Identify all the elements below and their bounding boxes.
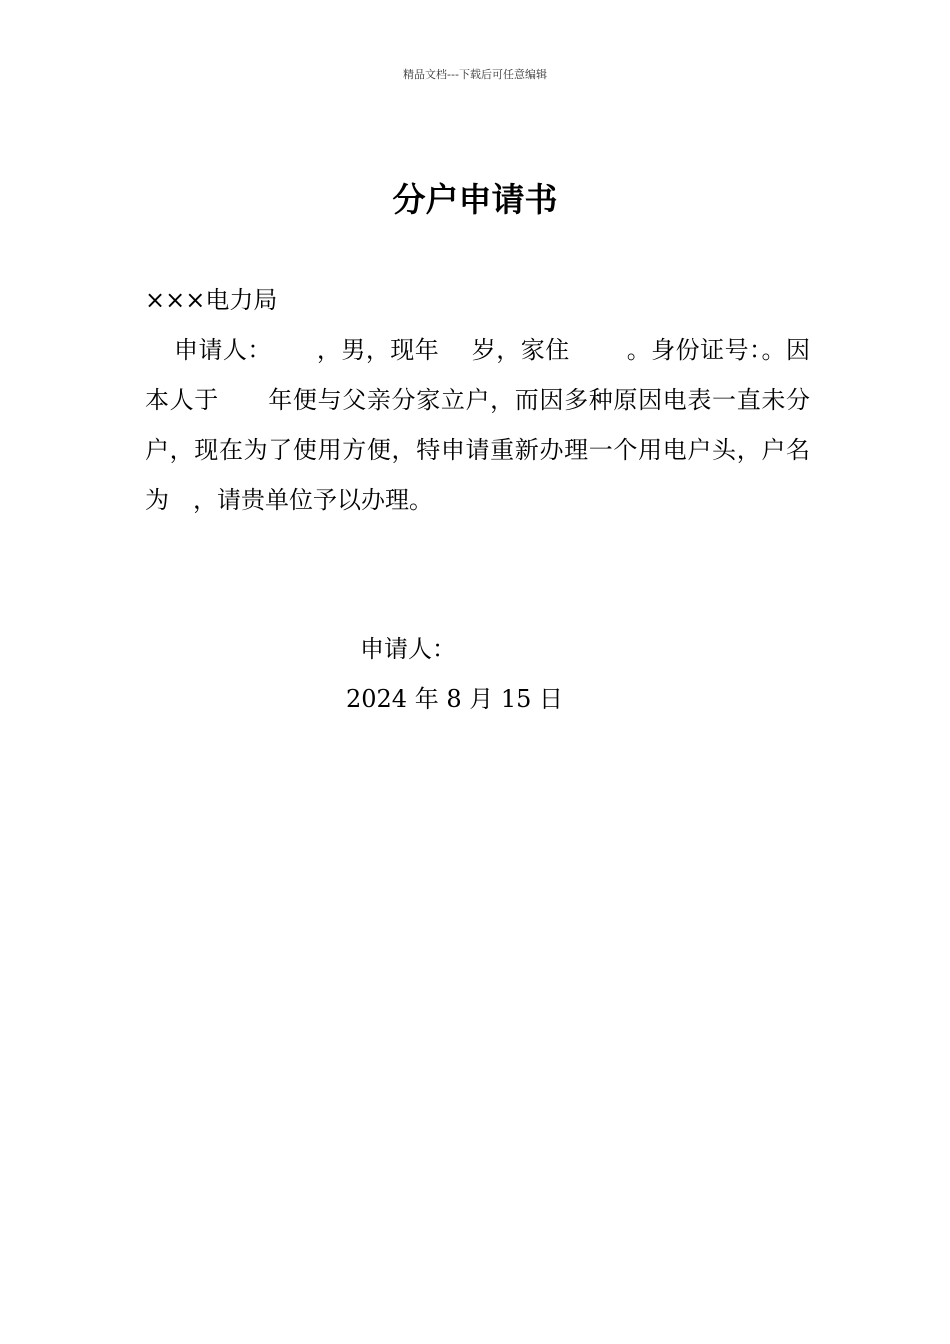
- application-paragraph: 申请人： ，男，现年 岁，家住 。身份证号：。因本人于 年便与父亲分家立户，而因多种原因电表一直未分户，现在为了使用方便，特申请重新办理一个用电户头，户名为 ，请贵单位予以办理。: [145, 336, 810, 514]
- signature-label: 申请人：: [360, 635, 456, 663]
- document-title: 分户申请书: [392, 180, 558, 219]
- signature-date: 2024 年 8 月 15 日: [346, 685, 564, 713]
- header-note: 精品文档---下载后可任意编辑: [403, 68, 547, 81]
- recipient-line: ×××电力局: [145, 286, 278, 314]
